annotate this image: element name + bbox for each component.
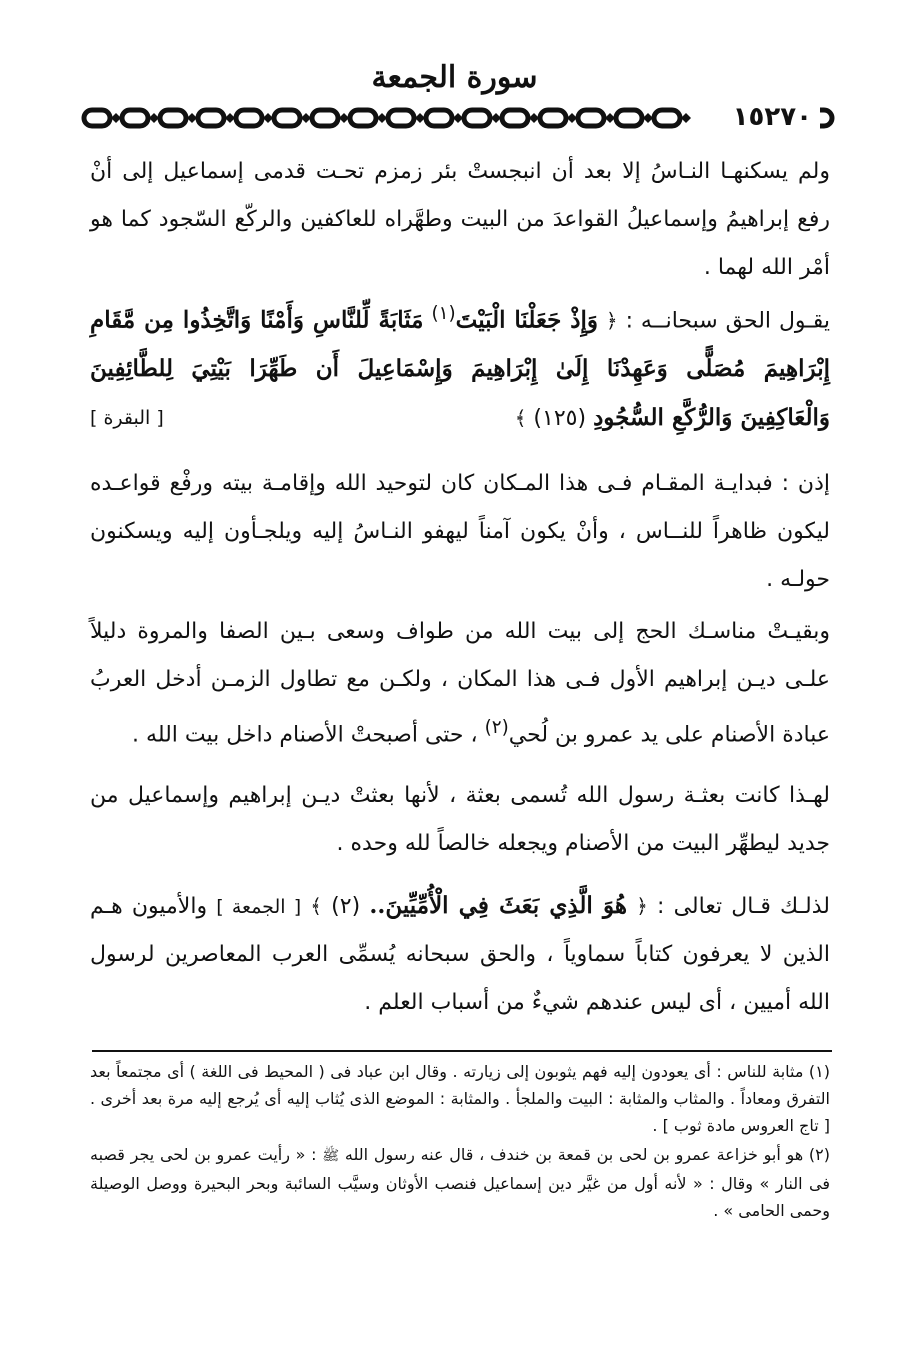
paragraph-3: إذن : فبدايـة المقـام فـى هذا المـكان كان لتوحيد الله وإقامـة بيته ورفْع قواعـده ليكون ظاهراً للنــاس ، وأنْ يكون آمناً ليهفو النـاسُ إليه ويلجـأون إليه ويسكنون حولـه . [90, 471, 830, 592]
chain-link [160, 110, 186, 126]
verse-open-ornament: ﴿ [605, 308, 618, 333]
chain-link [312, 110, 338, 126]
chain-link [350, 110, 376, 126]
chain-link [122, 110, 148, 126]
quran-verse-part-a: وَإِذْ جَعَلْنَا الْبَيْتَ [455, 306, 598, 334]
chain-link [426, 110, 452, 126]
footnotes [90, 1058, 830, 1226]
paragraph-6 [90, 882, 830, 1027]
chain-link [578, 110, 604, 126]
footnote-marker-1: (١) [431, 303, 456, 324]
surah-reference: [ البقرة ] [90, 407, 164, 430]
chain-link [198, 110, 224, 126]
footnote-1: (١) مثابة للناس : أى يعودون إليه فهم يثوبون إلى زيارته . وقال ابن عباد فى ( المحيط فى اللغة ) أى مجتمعاً بعد التفرق ومعاداً . والمثاب والمثابة : البيت والملجأ . والمثابة : الموضع الذى يُثاب إليه أى يُرجع إليه مرة بعد أخرى . [ تاج العروس مادة ثوب ] . [90, 1062, 830, 1135]
verse-intro: يقـول الحق سبحانــه : [625, 308, 830, 334]
footnote-2 [90, 1141, 830, 1224]
chain-link [84, 110, 110, 126]
chain-link [540, 110, 566, 126]
page-number: ١٥٢٧٠ [725, 102, 820, 132]
footnote-2-text-b: : « رأيت عمرو بن لحى يجر قصبه فى النار » وقال : « لأنه أول من غيَّر دين إسماعيل فنصب الأوثان وسيَّب السائبة وبحر البحيرة ووصل الوصيلة وحمى الحامى » . [90, 1145, 830, 1220]
paragraph-5: لهـذا كانت بعثـة رسول الله تُسمى بعثة ، لأنها بعثتْ ديـن إبراهيم وإسماعيل من جديد ليطهِّر البيت من الأصنام ويجعله خالصاً لله وحده . [90, 783, 830, 856]
chain-link [654, 110, 680, 126]
verse-open-ornament-2: ﴿ [636, 894, 648, 918]
paragraph-4-text-b: ، حتى أصبحتْ الأصنام داخل بيت الله . [132, 722, 478, 748]
verse-intro-2: لذلـك قـال تعالى : [657, 894, 830, 919]
quran-verse-part-b: مَثَابَةً لِّلنَّاسِ وَأَمْنًا وَاتَّخِذُوا مِن مَّقَامِ إِبْرَاهِيمَ مُصَلًّى وَعَهِدْنَا إِلَىٰ إِبْرَاهِيمَ وَإِسْمَاعِيلَ أَن طَهِّرَا بَيْتِيَ لِلطَّائِفِينَ وَالْعَاكِفِينَ وَالرُّكَّعِ السُّجُودِ [90, 306, 830, 432]
chain-link [388, 110, 414, 126]
chain-link [616, 110, 642, 126]
verse-number: (١٢٥) [533, 406, 587, 432]
verse-close-ornament-2: ﴾ [310, 894, 323, 918]
chain-link [464, 110, 490, 126]
footnote-marker-2: (٢) [484, 717, 509, 738]
chain-link [274, 110, 300, 126]
surah-title: سورة الجمعة [371, 60, 538, 95]
paragraph-2 [90, 290, 830, 443]
chain-link [502, 110, 528, 126]
footnote-separator [92, 1050, 832, 1052]
chain-diamond [681, 113, 691, 123]
surah-reference-2: [ الجمعة ] [216, 896, 302, 918]
paragraph-6-text: والأميون هـم الذين لا يعرفون كتاباً سماوياً ، والحق سبحانه يُسمِّى العرب المعاصرين لرسول الله أميين ، أى ليس عندهم شيءٌ من أسباب العلم . [90, 894, 830, 1015]
footnote-2-text-a: (٢) هو أبو خزاعة عمرو بن لحى بن قمعة بن خندف ، قال عنه رسول الله [344, 1145, 830, 1164]
chain-link [236, 110, 262, 126]
verse-close-ornament: ﴾ [514, 406, 527, 431]
paragraph-1: ولم يسكنهـا النـاسُ إلا بعد أن انبجستْ بئر زمزم تحـت قدمى إسماعيل إلى أنْ رفع إبراهيمُ وإسماعيلُ القواعدَ من البيت وطهَّراه للعاكفين والركّع السّجود كما هو أمْر الله لهما . [90, 159, 830, 280]
honorific-symbol: ﷺ [322, 1148, 340, 1164]
verse-number-2: (٢) [331, 894, 361, 919]
quran-verse-2: هُوَ الَّذِي بَعَثَ فِي الْأُمِّيِّينَ.. [369, 892, 627, 919]
header-ornament-band [80, 100, 840, 136]
paragraph-4-text-a: وبقيـتْ مناسـك الحج إلى بيت الله من طواف وسعى بـين الصفا والمروة دليلاً علـى ديـن إبراهيم الأول فـى هذا المكان ، ولكـن مع تطاول الزمـن أدخل العربُ عبادة الأصنام على يد عمرو بن لُحي [90, 619, 830, 748]
paragraph-4 [90, 608, 830, 759]
